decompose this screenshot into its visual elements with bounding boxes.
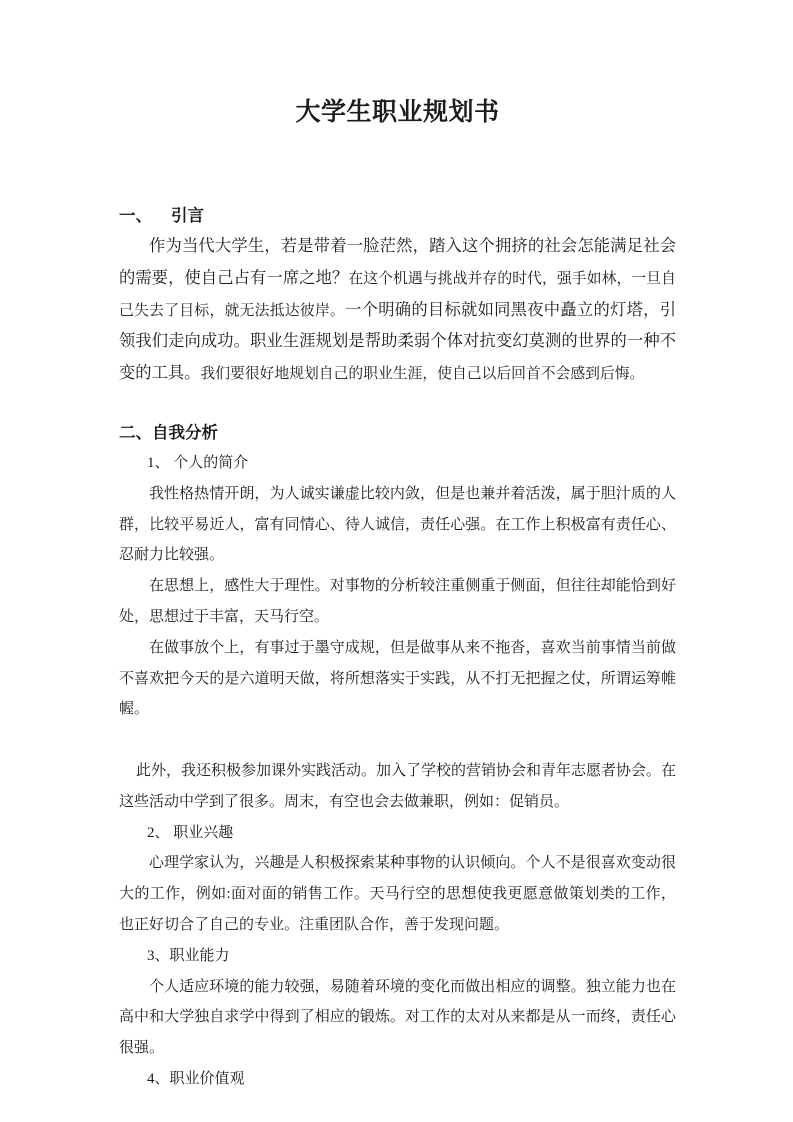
subsection-3-paragraph-1: 个人适应环境的能力较强，易随着环境的变化而做出相应的调整。独立能力也在高中和大学独自求学中得到了相应的锻炼。对工作的太对从来都是从一而终，责任心很强。 [119,978,676,1057]
intro-paragraph [119,231,676,390]
section-intro [119,201,676,390]
section-self-analysis [119,418,676,1095]
section-self-number: 二、 [119,422,152,442]
text-run: 我们要很好地规划自己的职业生涯，使自己以后回首不会感到后悔。 [200,366,645,383]
section-self-title: 自我分析 [152,422,218,442]
subsection-3-label: 3、职业能力 [147,947,230,964]
subsection-1-paragraph-4: 此外，我还积极参加课外实践活动。加入了学校的营销协会和青年志愿者协会。在这些活动中学到了很多。周末，有空也会去做兼职，例如：促销员。 [119,762,677,810]
section-intro-heading [119,201,676,231]
subsection-2-label: 2、 职业兴趣 [147,824,234,841]
section-intro-number: 一、 [119,206,152,225]
subsection-1-paragraph-1: 我性格热情开朗，为人诚实谦虚比较内敛，但是也兼并着活泼，属于胆汁质的人群，比较平易近人，富有同情心、待人诚信，责任心强。在工作上积极富有责任心、忍耐力比较强。 [119,485,676,564]
subsection-1-paragraph-3: 在做事放个上，有事过于墨守成规，但是做事从来不拖沓，喜欢当前事情当前做不喜欢把今天的是六道明天做，将所想落实于实践，从不打无把握之仗，所谓运筹帷幄。 [119,639,676,718]
subsection-1-label: 1、 个人的简介 [147,454,249,471]
section-intro-title: 引言 [171,206,204,225]
document-title: 大学生职业规划书 [295,99,500,126]
text-run: 一个明确的目标就如同黑夜中矗立的灯塔，引领我们走向成功。职业生涯规划是帮助柔弱个体对抗变幻莫测的世界的一种不变的工具。 [119,299,676,383]
subsection-2-paragraph-1: 心理学家认为，兴趣是人积极探索某种事物的认识倾向。个人不是很喜欢变动很大的工作，例如:面对面的销售工作。天马行空的思想使我更愿意做策划类的工作，也正好切合了自己的专业。注重团队合作，善于发现问题。 [119,855,676,933]
section-self-heading [119,418,676,448]
text-run: 作为当代大学生，若是带着一脸茫然，踏入这个拥挤的社会怎能满足社会的需要，使自己占有一席之地？ [119,236,676,287]
subsection-1-paragraph-2: 在思想上，感性大于理性。对事物的分析较注重侧重于侧面，但往往却能恰到好处，思想过于丰富，天马行空。 [119,578,676,625]
text-run: 在这个机遇与挑战并存的时代，强手如林，一旦自己失去了目标，就无法抵达彼岸。 [119,270,676,319]
subsection-4-label: 4、职业价值观 [147,1070,245,1087]
